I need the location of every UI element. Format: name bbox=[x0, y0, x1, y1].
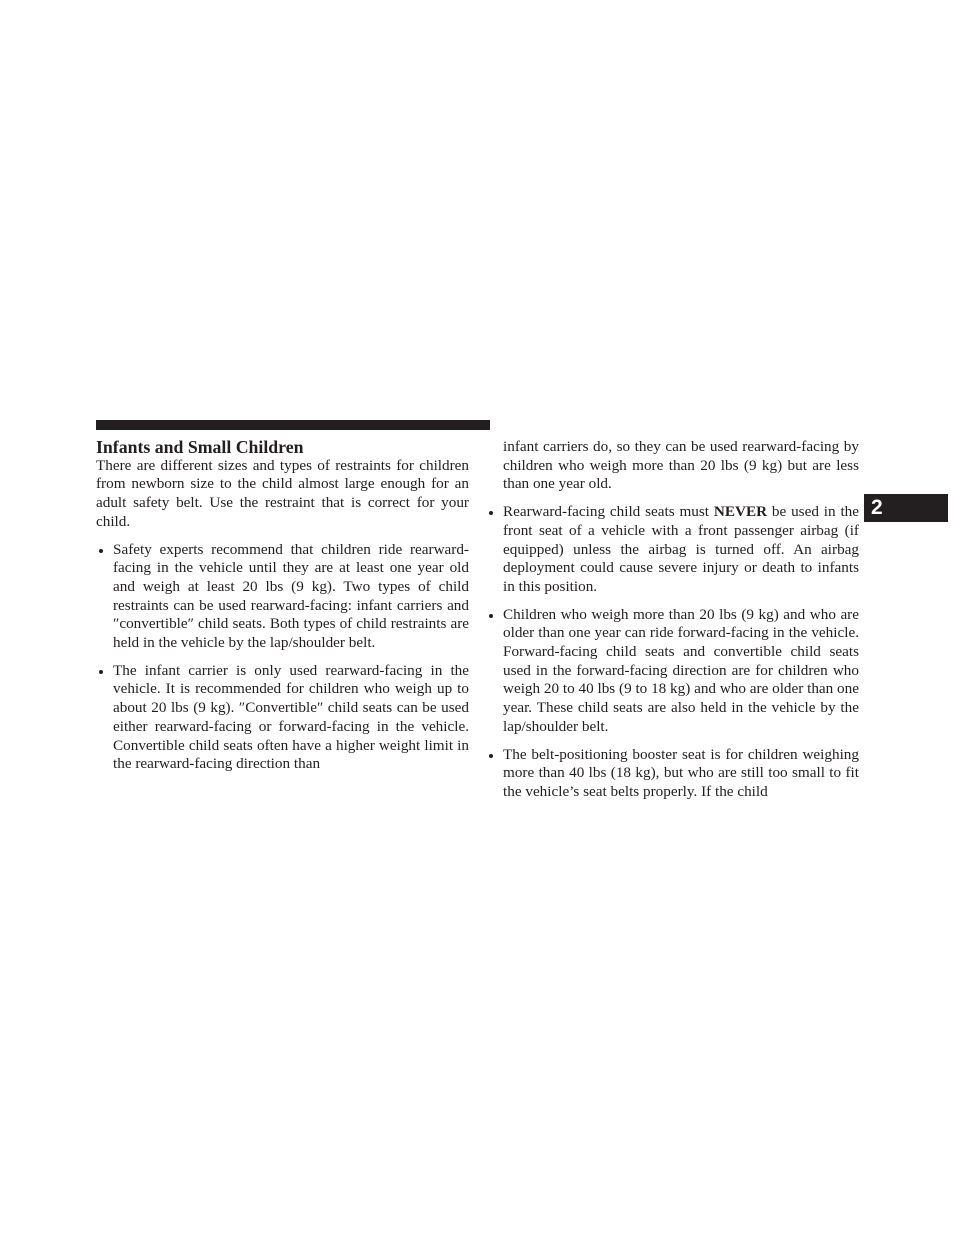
never-emphasis: NEVER bbox=[713, 503, 768, 521]
bullet-infant-carrier: The infant carrier is only used rearward-facing in the vehicle. It is recommended for children who weigh up to about 20 lbs (9 kg). ″Convertible″ child seats can be used either rearward-facing or forward-facing in the vehicle. Convertible child seats often have a higher weight limit in the rearward-facing direction than bbox=[96, 662, 469, 774]
continued-paragraph: infant carriers do, so they can be used rearward-facing by children who weigh more than 20 lbs (9 kg) but are less than one year old. bbox=[503, 438, 859, 493]
bullet-text-after: be used in the front seat of a vehicle with a front passenger airbag (if equipped) unless the airbag is turned off. An airbag deployment could cause severe injury or death to infants in this position. bbox=[503, 503, 859, 595]
section-divider-bar bbox=[96, 420, 490, 430]
bullet-booster-seat: The belt-positioning booster seat is for children weighing more than 40 lbs (18 kg), but who are still too small to fit the vehicle’s seat belts properly. If the child bbox=[486, 746, 859, 802]
left-column bbox=[96, 438, 469, 774]
right-column bbox=[486, 438, 859, 802]
intro-paragraph: There are different sizes and types of restraints for children from newborn size to the child almost large enough for an adult safety belt. Use the restraint that is correct for your child. bbox=[96, 456, 469, 530]
bullet-forward-facing: Children who weigh more than 20 lbs (9 kg) and who are older than one year can ride forward-facing in the vehicle. Forward-facing child seats and convertible child seats used in the forward-facing direction are for children who weigh 20 to 40 lbs (9 to 18 kg) and who are older than one year. These child seats are also held in the vehicle by the lap/shoulder belt. bbox=[486, 606, 859, 737]
bullet-text-before: Rearward-facing child seats must bbox=[503, 503, 714, 521]
bullet-never-front-seat bbox=[486, 503, 859, 597]
section-heading: Infants and Small Children bbox=[96, 437, 304, 457]
bullet-rearward-facing-recommendation: Safety experts recommend that children ride rearward-facing in the vehicle until they are at least one year old and weigh at least 20 lbs (9 kg). Two types of child restraints can be used rearward-facing: infant carriers and ″convertible″ child seats. Both types of child restraints are held in the vehicle by the lap/shoulder belt. bbox=[96, 541, 469, 653]
chapter-tab: 2 bbox=[864, 494, 948, 522]
